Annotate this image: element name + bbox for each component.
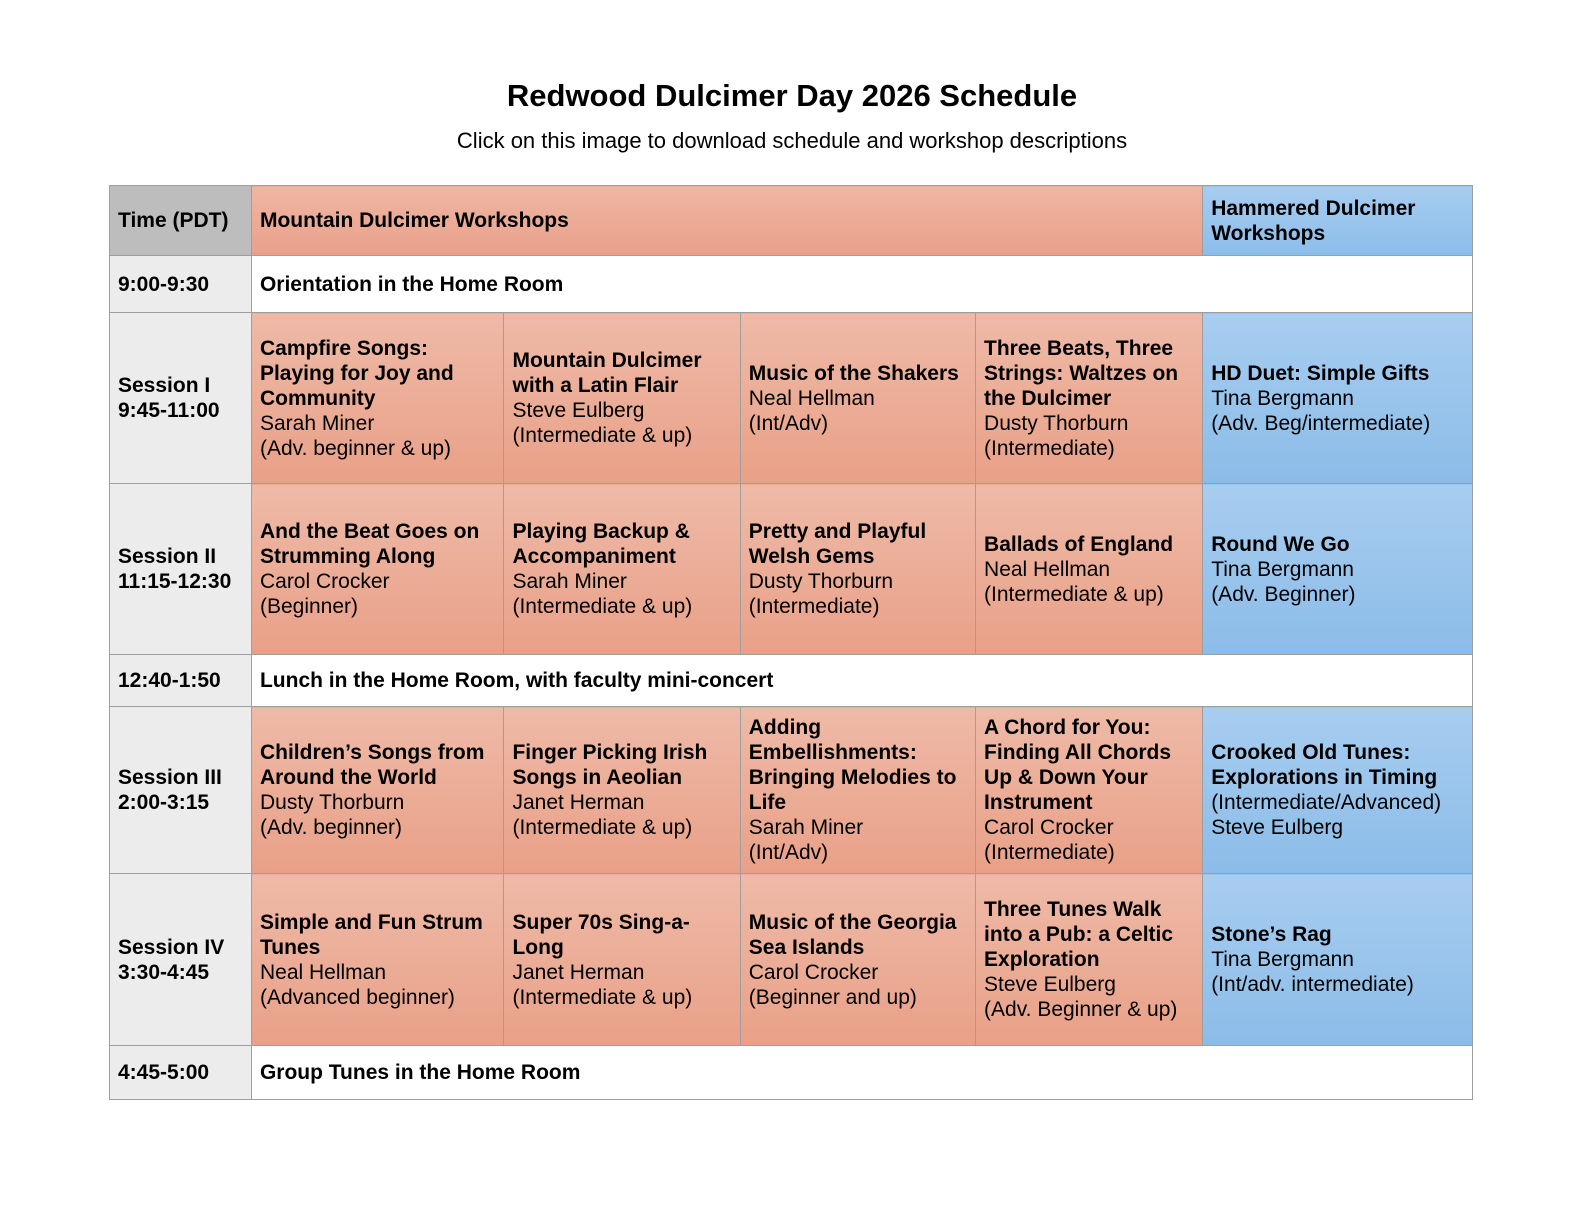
workshop-level: (Intermediate) <box>748 595 880 618</box>
mountain-dulcimer-header: Mountain Dulcimer Workshops <box>251 186 1202 256</box>
workshop-level: (Intermediate) <box>984 436 1115 460</box>
workshop-title: Super 70s Sing-a-Long <box>512 910 690 959</box>
workshop-instructor: Neal Hellman <box>259 960 387 984</box>
workshop-cell <box>504 484 740 655</box>
workshop-cell <box>740 484 975 655</box>
workshop-level: (Beginner and up) <box>748 985 917 1009</box>
workshop-level: (Int/Adv) <box>748 411 829 435</box>
workshop-instructor: Neal Hellman <box>748 386 875 410</box>
workshop-instructor: Janet Herman <box>512 960 645 984</box>
workshop-title: Round We Go <box>1211 532 1350 556</box>
hammered-workshop-cell <box>1203 313 1473 484</box>
workshop-cell <box>251 707 504 874</box>
workshop-title: Crooked Old Tunes: Explorations in Timing <box>1211 741 1438 789</box>
hammered-workshop-cell <box>1203 874 1473 1046</box>
workshop-cell <box>504 313 740 484</box>
workshop-instructor: Sarah Miner <box>259 411 375 435</box>
time-header: Time (PDT) <box>110 186 252 256</box>
session-time: 3:30-4:45 <box>118 960 210 984</box>
workshop-title: Children’s Songs from Around the World <box>259 741 485 789</box>
workshop-title: HD Duet: Simple Gifts <box>1211 361 1430 385</box>
workshop-title: Finger Picking Irish Songs in Aeolian <box>512 741 708 789</box>
workshop-title: Music of the Shakers <box>748 361 959 385</box>
workshop-instructor: Carol Crocker <box>259 570 390 593</box>
workshop-title: Mountain Dulcimer with a Latin Flair <box>512 349 702 397</box>
workshop-title: Three Tunes Walk into a Pub: a Celtic Exploration <box>984 898 1174 971</box>
workshop-instructor: Steve Eulberg <box>984 973 1116 996</box>
workshop-cell <box>976 313 1203 484</box>
workshop-cell <box>740 707 975 874</box>
session-name: Session III <box>118 766 222 789</box>
workshop-cell <box>976 874 1203 1046</box>
workshop-instructor: Carol Crocker <box>984 816 1114 839</box>
lunch-cell: Lunch in the Home Room, with faculty mini-concert <box>251 655 1472 707</box>
page-title: Redwood Dulcimer Day 2026 Schedule <box>506 78 1078 113</box>
schedule-table <box>109 185 1473 1100</box>
workshop-instructor: Sarah Miner <box>512 570 627 593</box>
workshop-level: (Adv. Beginner) <box>1211 582 1356 606</box>
orientation-cell: Orientation in the Home Room <box>251 256 1472 313</box>
workshop-title: Ballads of England <box>984 532 1174 556</box>
workshop-title: A Chord for You: Finding All Chords Up & Down Your Instrument <box>984 716 1172 814</box>
time-cell: 4:45-5:00 <box>110 1046 252 1100</box>
workshop-level: (Intermediate/Advanced) <box>1211 791 1442 814</box>
workshop-level: (Adv. Beg/intermediate) <box>1211 411 1431 435</box>
workshop-cell <box>251 484 504 655</box>
workshop-instructor: Dusty Thorburn <box>748 570 894 593</box>
session-time-cell <box>110 313 252 484</box>
time-cell: 12:40-1:50 <box>110 655 252 707</box>
hammered-workshop-cell <box>1203 707 1473 874</box>
workshop-instructor: Carol Crocker <box>748 960 879 984</box>
workshop-level: (Intermediate & up) <box>512 816 693 839</box>
orientation-row <box>110 256 1473 313</box>
workshop-title: Simple and Fun Strum Tunes <box>259 910 483 959</box>
session-time-cell <box>110 484 252 655</box>
workshop-cell <box>504 707 740 874</box>
workshop-level: (Advanced beginner) <box>259 985 455 1009</box>
workshop-cell <box>740 874 975 1046</box>
workshop-title: Adding Embellishments: Bringing Melodies to Life <box>748 716 957 814</box>
workshop-instructor: Tina Bergmann <box>1211 557 1354 581</box>
group-tunes-row <box>110 1046 1473 1100</box>
group-tunes-cell: Group Tunes in the Home Room <box>251 1046 1472 1100</box>
workshop-title: Pretty and Playful Welsh Gems <box>748 520 927 568</box>
workshop-level: (Intermediate & up) <box>512 595 693 618</box>
workshop-instructor: Tina Bergmann <box>1211 386 1354 410</box>
workshop-cell <box>976 484 1203 655</box>
workshop-title: Three Beats, Three Strings: Waltzes on the Dulcimer <box>984 336 1179 410</box>
session-row-4 <box>110 874 1473 1046</box>
session-row-3 <box>110 707 1473 874</box>
workshop-instructor: Tina Bergmann <box>1211 948 1354 971</box>
workshop-level: (Adv. beginner) <box>259 816 402 839</box>
session-name: Session I <box>118 374 211 397</box>
workshop-level: (Intermediate & up) <box>512 985 693 1009</box>
session-name: Session II <box>118 545 217 568</box>
workshop-title: Campfire Songs: Playing for Joy and Community <box>259 336 454 410</box>
workshop-cell <box>504 874 740 1046</box>
workshop-instructor: Steve Eulberg <box>512 399 645 422</box>
download-link[interactable]: Click on this image to download schedule and workshop descriptions <box>456 128 1128 153</box>
time-cell: 9:00-9:30 <box>110 256 252 313</box>
session-time-cell <box>110 707 252 874</box>
hammered-dulcimer-header: Hammered Dulcimer Workshops <box>1203 186 1473 256</box>
workshop-instructor: Janet Herman <box>512 791 645 814</box>
workshop-instructor: Dusty Thorburn <box>984 411 1129 435</box>
session-row-2 <box>110 484 1473 655</box>
hammered-workshop-cell <box>1203 484 1473 655</box>
workshop-title: Stone’s Rag <box>1211 923 1332 946</box>
workshop-level: (Intermediate & up) <box>984 582 1164 606</box>
workshop-title: Playing Backup & Accompaniment <box>512 520 690 568</box>
workshop-instructor: Sarah Miner <box>748 816 864 839</box>
workshop-instructor: Steve Eulberg <box>1211 816 1344 839</box>
workshop-cell <box>251 874 504 1046</box>
workshop-instructor: Neal Hellman <box>984 557 1111 581</box>
workshop-instructor: Dusty Thorburn <box>259 791 405 814</box>
session-time-cell <box>110 874 252 1046</box>
session-row-1 <box>110 313 1473 484</box>
workshop-level: (Intermediate) <box>984 841 1115 864</box>
workshop-cell <box>251 313 504 484</box>
session-time: 9:45-11:00 <box>118 399 220 422</box>
workshop-level: (Adv. beginner & up) <box>259 436 452 460</box>
workshop-level: (Int/adv. intermediate) <box>1211 973 1414 996</box>
workshop-title: Music of the Georgia Sea Islands <box>748 910 957 959</box>
session-name: Session IV <box>118 935 225 959</box>
workshop-level: (Int/Adv) <box>748 841 829 864</box>
workshop-level: (Beginner) <box>259 595 359 618</box>
workshop-cell <box>976 707 1203 874</box>
workshop-title: And the Beat Goes on Strumming Along <box>259 520 480 568</box>
header-row <box>110 186 1473 256</box>
session-time: 11:15-12:30 <box>118 570 232 593</box>
lunch-row <box>110 655 1473 707</box>
workshop-cell <box>740 313 975 484</box>
workshop-level: (Adv. Beginner & up) <box>984 998 1178 1021</box>
workshop-level: (Intermediate & up) <box>512 424 693 447</box>
session-time: 2:00-3:15 <box>118 791 210 814</box>
